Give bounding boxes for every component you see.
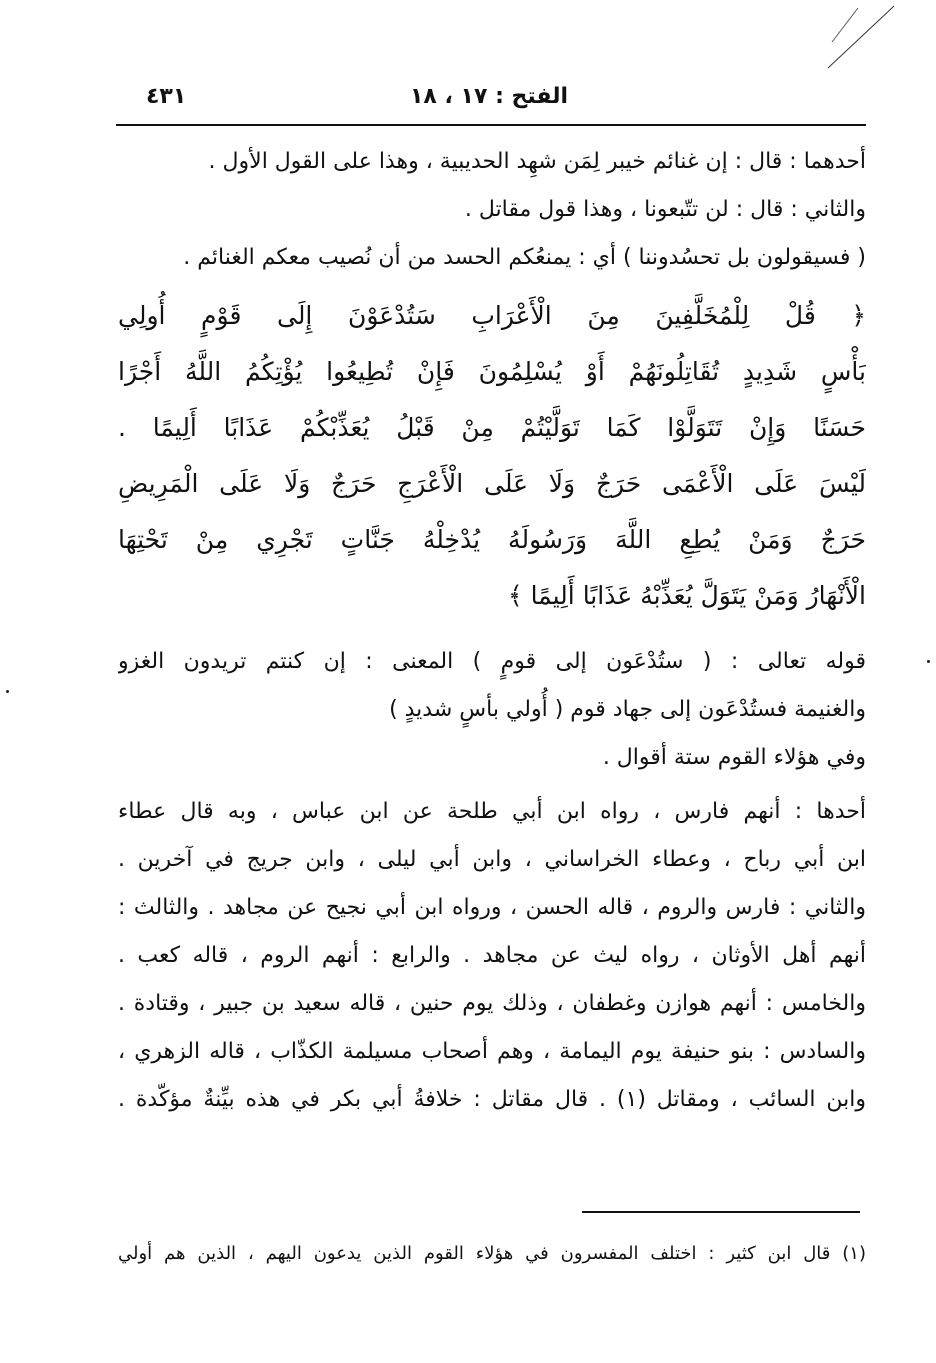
quran-line: حَسَنًا وَإِنْ تَتَوَلَّوْا كَمَا تَوَلَّيْتُمْ مِنْ قَبْلُ يُعَذِّبْكُمْ عَذَابًا أَلِيمًا . (118, 413, 866, 442)
margin-speck (6, 690, 9, 693)
quran-line: ﴿ قُلْ لِلْمُخَلَّفِينَ مِنَ الْأَعْرَابِ سَتُدْعَوْنَ إِلَى قَوْمٍ أُولِي (118, 301, 866, 330)
footnote-rule (582, 1211, 860, 1213)
text-line: ابن أبي رباح ، وعطاء الخراساني ، وابن أبي ليلى ، وابن جريج في آخرين . (118, 847, 866, 872)
quran-line: الْأَنْهَارُ وَمَنْ يَتَوَلَّ يُعَذِّبْهُ عَذَابًا أَلِيمًا ﴾ (507, 581, 866, 610)
page-number: ٤٣١ (146, 84, 187, 109)
quran-line: حَرَجٌ وَمَنْ يُطِعِ اللَّهَ وَرَسُولَهُ يُدْخِلْهُ جَنَّاتٍ تَجْرِي مِنْ تَحْتِهَا (118, 525, 866, 554)
quran-line: لَيْسَ عَلَى الْأَعْمَى حَرَجٌ وَلَا عَلَى الْأَعْرَجِ حَرَجٌ وَلَا عَلَى الْمَرِيضِ (118, 469, 866, 498)
text-line: أحدها : أنهم فارس ، رواه ابن أبي طلحة عن ابن عباس ، وبه قال عطاء (118, 799, 866, 824)
margin-speck (927, 660, 930, 663)
header-rule (116, 124, 866, 126)
text-line: أحدهما : قال : إن غنائم خيبر لِمَن شهِد الحديبية ، وهذا على القول الأول . (208, 149, 866, 174)
quran-verse-block (118, 288, 866, 624)
text-line: قوله تعالى : ( ستُدْعَون إلى قومٍ ) المعنى : إن كنتم تريدون الغزو (118, 649, 866, 674)
text-line: وابن السائب ، ومقاتل (١) . قال مقاتل : خلافةُ أبي بكر في هذه بيِّنةٌ مؤكّدة . (118, 1087, 866, 1112)
body-text (118, 138, 866, 1124)
text-line: والغنيمة فستُدْعَون إلى جهاد قوم ( أُولي بأسٍ شديدٍ ) (389, 697, 866, 722)
text-line: وفي هؤلاء القوم ستة أقوال . (602, 745, 866, 770)
running-head: الفتح : ١٧ ، ١٨ (410, 84, 568, 109)
text-line: ( فسيقولون بل تحسُدوننا ) أي : يمنعُكم الحسد من أن نُصيب معكم الغنائم . (183, 245, 866, 270)
text-line: والثاني : فارس والروم ، قاله الحسن ، ورواه ابن أبي نجيح عن مجاهد . والثالث : (118, 895, 866, 920)
text-line: والخامس : أنهم هوازن وغطفان ، وذلك يوم حنين ، قاله سعيد بن جبير ، وقتادة . (118, 991, 866, 1016)
corner-scratch-marks (818, 2, 898, 74)
text-line: أنهم أهل الأوثان ، رواه ليث عن مجاهد . والرابع : أنهم الروم ، قاله كعب . (118, 943, 866, 968)
footnote: (١) قال ابن كثير : اختلف المفسرون في هؤلاء القوم الذين يدعون اليهم ، الذين هم أولي (118, 1243, 866, 1264)
quran-line: بَأْسٍ شَدِيدٍ تُقَاتِلُونَهُمْ أَوْ يُسْلِمُونَ فَإِنْ تُطِيعُوا يُؤْتِكُمُ اللَّهُ أَجْرًا (118, 357, 866, 386)
text-line: والسادس : بنو حنيفة يوم اليمامة ، وهم أصحاب مسيلمة الكذّاب ، قاله الزهري ، (118, 1039, 866, 1064)
text-line: والثاني : قال : لن تتّبعونا ، وهذا قول مقاتل . (464, 197, 866, 222)
page-header (118, 78, 864, 122)
